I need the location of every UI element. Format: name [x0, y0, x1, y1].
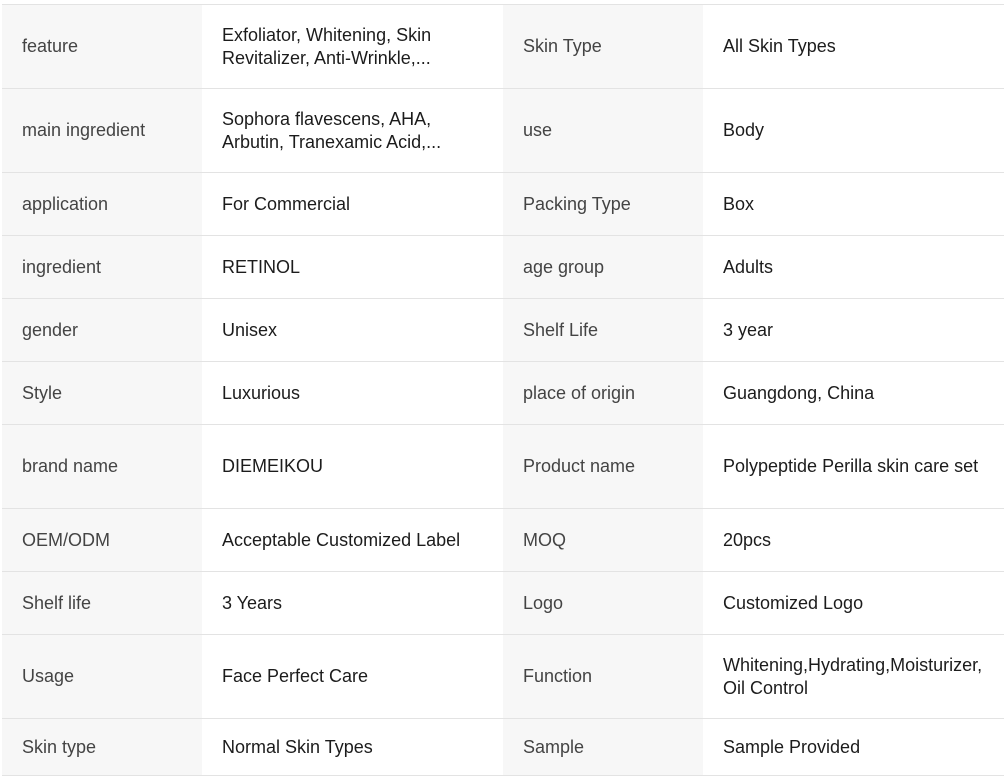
attribute-label: Shelf life: [2, 572, 202, 635]
attribute-label: Shelf Life: [503, 299, 703, 362]
attribute-label: Function: [503, 635, 703, 719]
table-row: [2, 362, 1004, 425]
attribute-label: Usage: [2, 635, 202, 719]
attribute-label: Logo: [503, 572, 703, 635]
attribute-value: Face Perfect Care: [202, 635, 503, 719]
attribute-value: Luxurious: [202, 362, 503, 425]
attribute-value: Guangdong, China: [703, 362, 1004, 425]
attribute-value-text: Sophora flavescens, AHA, Arbutin, Tranexamic Acid,...: [222, 108, 442, 152]
attribute-value: [703, 635, 1004, 719]
attribute-label: age group: [503, 236, 703, 299]
attribute-label: application: [2, 173, 202, 236]
attribute-label: Packing Type: [503, 173, 703, 236]
attribute-value: Sample Provided: [703, 719, 1004, 776]
attribute-label: Sample: [503, 719, 703, 776]
table-row: [2, 425, 1004, 509]
attribute-label: ingredient: [2, 236, 202, 299]
attribute-value: 3 Years: [202, 572, 503, 635]
attribute-value-text: Whitening,Hydrating,Moisturizer,Oil Control: [723, 654, 983, 698]
attribute-value: For Commercial: [202, 173, 503, 236]
attribute-label: use: [503, 89, 703, 173]
table-row: [2, 89, 1004, 173]
attribute-value: 3 year: [703, 299, 1004, 362]
attribute-value: DIEMEIKOU: [202, 425, 503, 509]
table-row: [2, 572, 1004, 635]
attribute-label: Style: [2, 362, 202, 425]
attribute-value-text: Exfoliator, Whitening, Skin Revitalizer, Anti-Wrinkle,...: [222, 24, 432, 68]
product-attributes-table: [2, 4, 1004, 776]
attribute-value: Customized Logo: [703, 572, 1004, 635]
attribute-value: Body: [703, 89, 1004, 173]
attribute-value: RETINOL: [202, 236, 503, 299]
attribute-label: gender: [2, 299, 202, 362]
attribute-label: Skin type: [2, 719, 202, 776]
table-row: [2, 173, 1004, 236]
attribute-value: Adults: [703, 236, 1004, 299]
attribute-label: place of origin: [503, 362, 703, 425]
attribute-value: [202, 89, 503, 173]
attribute-value: Box: [703, 173, 1004, 236]
attribute-label: feature: [2, 5, 202, 89]
table-row: [2, 635, 1004, 719]
table-row: [2, 236, 1004, 299]
attribute-value: 20pcs: [703, 509, 1004, 572]
attribute-label: OEM/ODM: [2, 509, 202, 572]
attribute-value: [202, 5, 503, 89]
table-row: [2, 509, 1004, 572]
attribute-label: Skin Type: [503, 5, 703, 89]
table-row: [2, 299, 1004, 362]
attribute-value: Acceptable Customized Label: [202, 509, 503, 572]
attribute-value: Unisex: [202, 299, 503, 362]
attribute-label: MOQ: [503, 509, 703, 572]
attribute-label: brand name: [2, 425, 202, 509]
table-row: [2, 719, 1004, 776]
table-row: [2, 5, 1004, 89]
attribute-value: All Skin Types: [703, 5, 1004, 89]
attribute-value: [703, 425, 1004, 509]
attribute-value: Normal Skin Types: [202, 719, 503, 776]
attribute-label: main ingredient: [2, 89, 202, 173]
attribute-value-text: Polypeptide Perilla skin care set: [723, 456, 979, 476]
attribute-label: Product name: [503, 425, 703, 509]
